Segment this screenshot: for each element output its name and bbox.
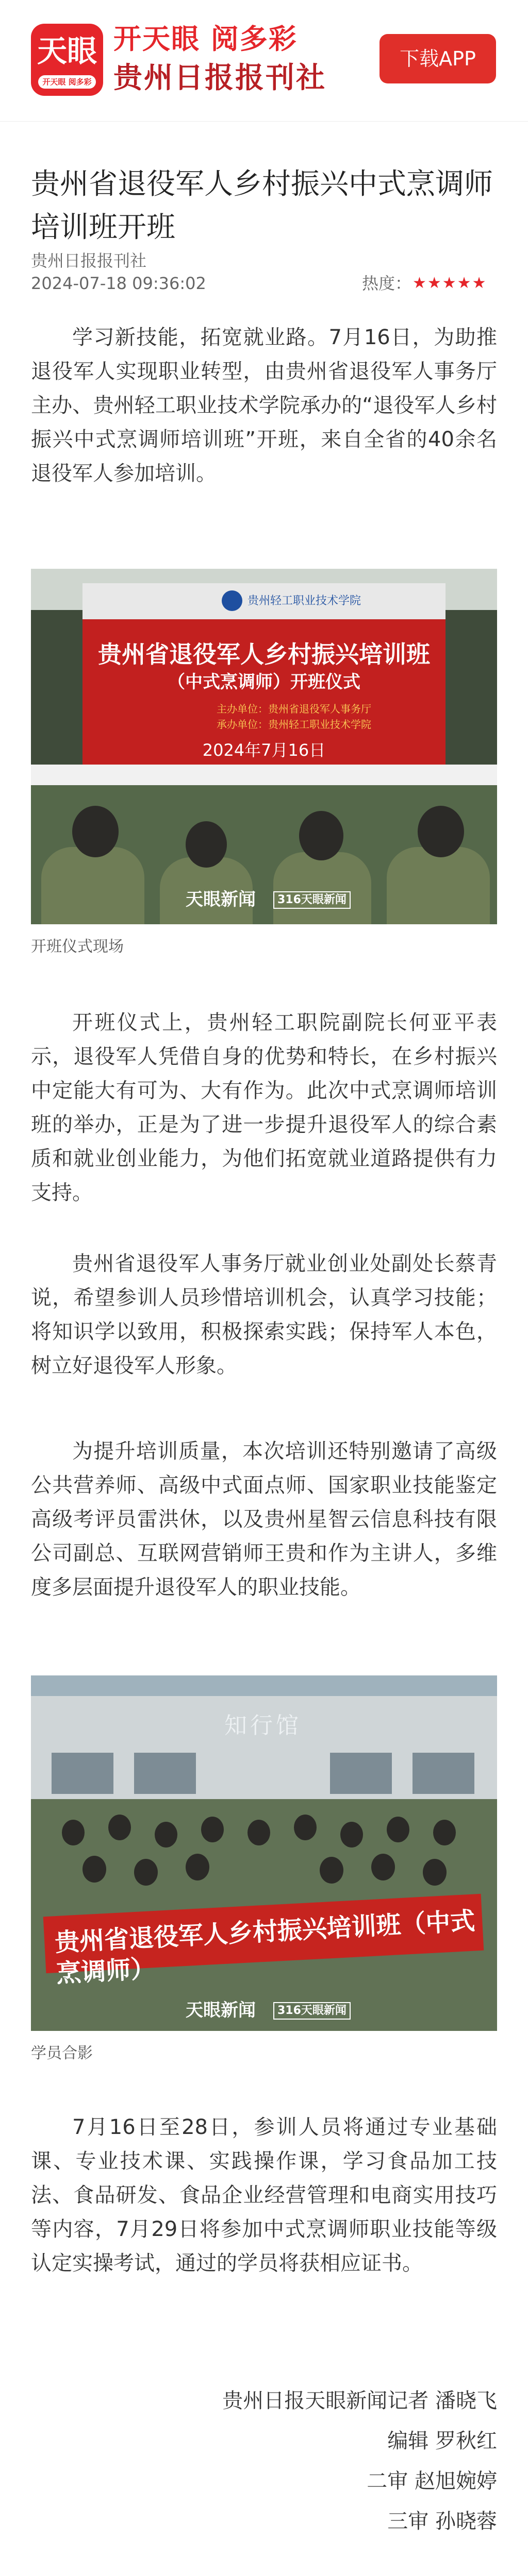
college-emblem-icon bbox=[222, 590, 242, 611]
building-sign: 知行馆 bbox=[224, 1713, 302, 1739]
app-banner bbox=[0, 0, 528, 122]
credit-editor: 编辑 罗秋红 bbox=[387, 2429, 497, 2453]
logo-subtext: 开天眼 阅多彩 bbox=[38, 75, 96, 89]
ceremony-banner bbox=[82, 583, 446, 769]
logo-text: 天眼 bbox=[37, 33, 97, 69]
group-banner-text: 贵州省退役军人乡村振兴培训班（中式烹调师） bbox=[54, 1906, 476, 1989]
credit-third-review: 三审 孙晓蓉 bbox=[387, 2510, 497, 2533]
stage-table bbox=[31, 765, 497, 785]
banner-title: 贵州省退役军人乡村振兴培训班 bbox=[98, 640, 430, 668]
photo-watermark: 天眼新闻 bbox=[186, 889, 256, 910]
photo-watermark-sub-2: 316天眼新闻 bbox=[273, 2002, 351, 2020]
download-app-button[interactable]: 下载APP bbox=[380, 34, 496, 83]
article-source: 贵州日报报刊社 bbox=[31, 251, 147, 270]
paragraph-5: 7月16日至28日，参训人员将通过专业基础课、专业技术课、实践操作课，学习食品加工技法、食品研发、食品企业经营管理和电商实用技巧等内容，7月29日将参加中式烹调师职业技能等级认定实操考试，通过的学员将获相应证书。 bbox=[31, 2115, 497, 2275]
photo-watermark-2: 天眼新闻 bbox=[186, 2000, 256, 2021]
tianyan-logo bbox=[31, 24, 103, 96]
slogan: 开天眼 阅多彩 bbox=[113, 23, 298, 55]
paragraph-1: 学习新技能，拓宽就业路。7月16日，为助推退役军人实现职业转型，由贵州省退役军人事务厅主办、贵州轻工职业技术学院承办的“退役军人乡村振兴中式烹调师培训班”开班，来自全省的40余名退役军人参加培训。 bbox=[31, 326, 497, 485]
article-datetime: 2024-07-18 09:36:02 bbox=[31, 274, 206, 293]
banner-org: 贵州轻工职业技术学院 bbox=[248, 595, 361, 607]
banner-organizer: 承办单位：贵州轻工职业技术学院 bbox=[217, 718, 371, 731]
credit-second-review: 二审 赵旭婉婷 bbox=[367, 2469, 497, 2493]
paragraph-4: 为提升培训质量，本次培训还特别邀请了高级公共营养师、高级中式面点师、国家职业技能鉴定高级考评员雷洪休，以及贵州星智云信息科技有限公司副总、互联网营销师王贵和作为主讲人，多维度多层面提升退役军人的职业技能。 bbox=[31, 1439, 497, 1599]
photo-watermark-sub: 316天眼新闻 bbox=[273, 891, 351, 909]
banner-subtitle: （中式烹调师）开班仪式 bbox=[168, 672, 360, 692]
banner-host: 主办单位：贵州省退役军人事务厅 bbox=[217, 703, 371, 715]
article-title: 贵州省退役军人乡村振兴中式烹调师培训班开班 bbox=[31, 167, 493, 244]
photo-caption-2: 学员合影 bbox=[31, 2044, 93, 2062]
photo-caption-1: 开班仪式现场 bbox=[31, 938, 124, 956]
publisher-brand: 贵州日报报刊社 bbox=[113, 61, 326, 95]
paragraph-3: 贵州省退役军人事务厅就业创业处副处长蔡青说，希望参训人员珍惜培训机会，认真学习技能；将知识学以致用，积极探索实践；保持军人本色，树立好退役军人形象。 bbox=[31, 1252, 497, 1378]
photo-opening-ceremony[interactable] bbox=[31, 569, 497, 924]
paragraph-2: 开班仪式上，贵州轻工职院副院长何亚平表示，退役军人凭借自身的优势和特长，在乡村振兴中定能大有可为、大有作为。此次中式烹调师培训班的举办，正是为了进一步提升退役军人的综合素质和就业创业能力，为他们拓宽就业道路提供有力支持。 bbox=[31, 1011, 497, 1205]
photo-group[interactable] bbox=[31, 1675, 497, 2031]
heat-stars-icon: ★★★★★ bbox=[412, 274, 487, 292]
banner-date: 2024年7月16日 bbox=[202, 740, 326, 760]
heat-label: 热度： bbox=[362, 274, 412, 293]
credit-reporter: 贵州日报天眼新闻记者 潘晓飞 bbox=[222, 2389, 497, 2413]
audience bbox=[31, 785, 497, 924]
